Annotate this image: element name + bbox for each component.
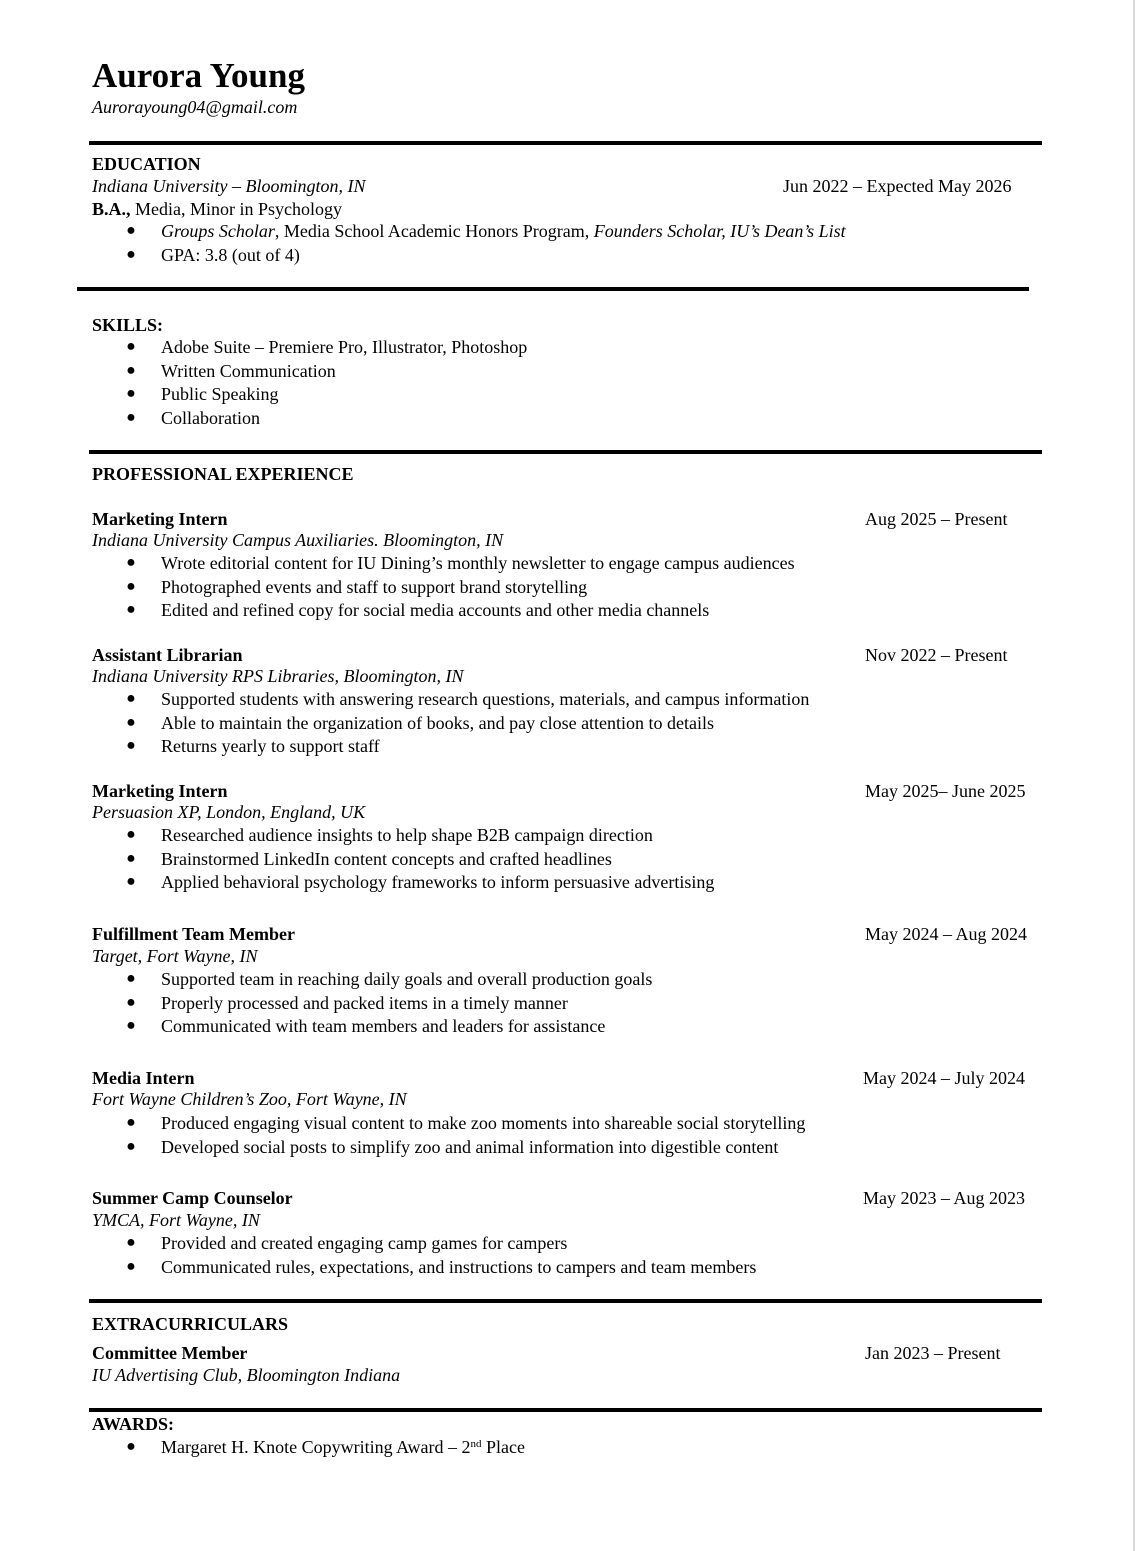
bullet-icon: ● [126, 1017, 136, 1034]
gpa-text: GPA: 3.8 (out of 4) [161, 244, 300, 265]
bullet-icon: ● [126, 849, 136, 867]
job-org: Indiana University RPS Libraries, Bloomington, IN [92, 666, 464, 686]
skills-heading: SKILLS: [92, 315, 164, 335]
award-main: Margaret H. Knote Copywriting Award – 2 [161, 1437, 471, 1457]
job-dates: May 2023 – Aug 2023 [863, 1188, 1025, 1208]
extracurricular-org: IU Advertising Club, Bloomington Indiana [92, 1365, 401, 1385]
bullet-text: Applied behavioral psychology frameworks to inform persuasive advertising [161, 872, 715, 892]
bullet-text: Properly processed and packed items in a timely manner [161, 992, 568, 1013]
bullet-text: Supported team in reaching daily goals and overall production goals [161, 969, 653, 989]
job-dates: Aug 2025 – Present [865, 509, 1008, 529]
job-title: Marketing Intern [92, 509, 228, 529]
bullet-icon: ● [126, 1438, 136, 1455]
bullet-icon: ● [126, 873, 136, 890]
extracurricular-dates: Jan 2023 – Present [865, 1343, 1001, 1363]
bullet-text: Supported students with answering research questions, materials, and campus information [161, 689, 810, 709]
bullet-icon: ● [126, 1137, 136, 1155]
section-divider [89, 450, 1042, 454]
awards-heading: AWARDS: [92, 1414, 175, 1434]
job-dates: May 2024 – July 2024 [863, 1068, 1025, 1088]
bullet-icon: ● [126, 554, 136, 571]
bullet-icon: ● [126, 826, 136, 843]
degree-type: B.A., [92, 199, 131, 219]
award-text [161, 1436, 525, 1458]
bullet-text: Wrote editorial content for IU Dining’s monthly newsletter to engage campus audiences [161, 553, 795, 573]
candidate-email: Aurorayoung04@gmail.com [92, 97, 298, 117]
bullet-icon: ● [126, 737, 136, 754]
bullet-icon: ● [126, 690, 136, 707]
honors-part-3: Founders Scholar, IU’s Dean’s List [593, 221, 846, 241]
job-title: Fulfillment Team Member [92, 924, 295, 944]
honors-part-1: Groups Scholar [161, 221, 275, 241]
bullet-icon: ● [126, 222, 136, 239]
bullet-icon: ● [126, 245, 136, 263]
extracurriculars-heading: EXTRACURRICULARS [92, 1314, 289, 1334]
bullet-icon: ● [126, 1114, 136, 1131]
job-dates: May 2024 – Aug 2024 [865, 924, 1027, 944]
education-dates: Jun 2022 – Expected May 2026 [783, 176, 1012, 196]
bullet-text: Communicated rules, expectations, and instructions to campers and team members [161, 1256, 757, 1277]
bullet-icon: ● [126, 361, 136, 379]
bullet-icon: ● [126, 993, 136, 1011]
bullet-text: Able to maintain the organization of books, and pay close attention to details [161, 712, 715, 733]
honors-text [161, 220, 846, 242]
bullet-icon: ● [126, 385, 136, 402]
bullet-icon: ● [126, 1257, 136, 1275]
experience-heading: PROFESSIONAL EXPERIENCE [92, 464, 354, 484]
education-degree [92, 198, 342, 220]
bullet-text: Returns yearly to support staff [161, 736, 380, 756]
bullet-text: Photographed events and staff to support brand storytelling [161, 576, 588, 597]
award-tail: Place [481, 1437, 525, 1457]
bullet-text: Brainstormed LinkedIn content concepts and crafted headlines [161, 848, 612, 869]
section-divider [77, 287, 1029, 291]
bullet-text: Produced engaging visual content to make zoo moments into shareable social storytelling [161, 1113, 806, 1133]
job-title: Marketing Intern [92, 781, 228, 801]
degree-field: Media, Minor in Psychology [130, 199, 343, 219]
job-title: Summer Camp Counselor [92, 1188, 293, 1208]
job-org: YMCA, Fort Wayne, IN [92, 1210, 260, 1230]
bullet-text: Provided and created engaging camp games for campers [161, 1233, 568, 1253]
section-divider [89, 1408, 1042, 1412]
candidate-name: Aurora Young [92, 56, 305, 95]
job-org: Target, Fort Wayne, IN [92, 946, 258, 966]
bullet-icon: ● [126, 713, 136, 731]
bullet-icon: ● [126, 601, 136, 618]
skill-text: Public Speaking [161, 384, 279, 404]
job-org: Indiana University Campus Auxiliaries. Bloomington, IN [92, 530, 504, 550]
job-org: Persuasion XP, London, England, UK [92, 802, 366, 822]
education-school: Indiana University – Bloomington, IN [92, 176, 366, 196]
bullet-text: Edited and refined copy for social media accounts and other media channels [161, 600, 710, 620]
section-divider [89, 1299, 1042, 1303]
bullet-text: Communicated with team members and leaders for assistance [161, 1016, 606, 1036]
job-title: Assistant Librarian [92, 645, 243, 665]
job-dates: Nov 2022 – Present [865, 645, 1008, 665]
bullet-icon: ● [126, 577, 136, 595]
bullet-text: Researched audience insights to help shape B2B campaign direction [161, 825, 653, 845]
education-heading: EDUCATION [92, 154, 201, 174]
bullet-icon: ● [126, 970, 136, 987]
skill-text: Adobe Suite – Premiere Pro, Illustrator, Photoshop [161, 337, 528, 357]
job-org: Fort Wayne Children’s Zoo, Fort Wayne, IN [92, 1089, 407, 1109]
job-dates: May 2025– June 2025 [865, 781, 1026, 801]
bullet-icon: ● [126, 1234, 136, 1251]
award-ordinal: nd [470, 1438, 482, 1450]
section-divider [89, 141, 1042, 145]
skill-text: Collaboration [161, 407, 260, 428]
bullet-icon: ● [126, 408, 136, 426]
skill-text: Written Communication [161, 360, 336, 381]
bullet-icon: ● [126, 338, 136, 355]
job-title: Media Intern [92, 1068, 195, 1088]
extracurricular-title: Committee Member [92, 1343, 248, 1363]
honors-part-2: , Media School Academic Honors Program, [274, 221, 594, 241]
bullet-text: Developed social posts to simplify zoo and animal information into digestible content [161, 1136, 779, 1157]
